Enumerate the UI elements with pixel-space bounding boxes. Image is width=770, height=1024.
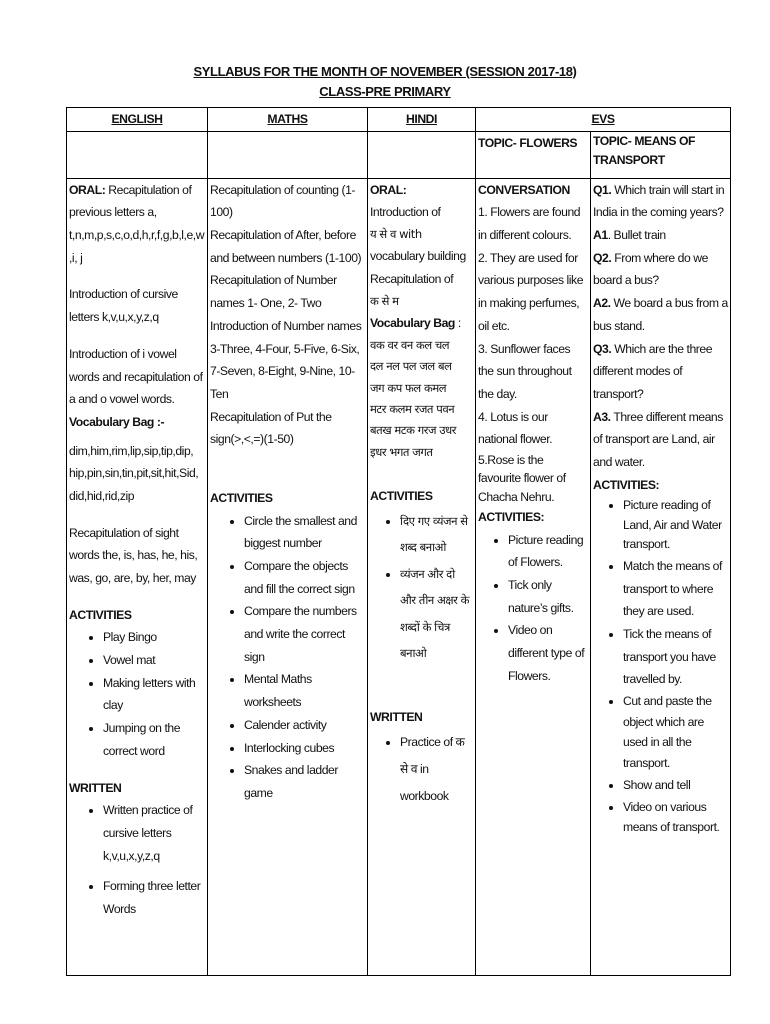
header-row — [67, 108, 731, 132]
hindi-vocab-line: मटर कलम रजत पवन — [370, 402, 455, 416]
list-item: • Tick the means of transport you have travelled by. — [623, 623, 728, 691]
english-activities-list — [69, 626, 205, 762]
evs-flowers-cell — [476, 178, 591, 975]
list-item: • Mental Maths worksheets — [244, 668, 365, 713]
hindi-oral-label: ORAL: — [370, 182, 407, 197]
list-item: • Video on different type of Flowers. — [508, 619, 588, 687]
english-vocab-label: Vocabulary Bag :- — [69, 414, 165, 429]
maths-header: MATHS — [208, 108, 368, 132]
question-label: Q1. — [593, 182, 612, 197]
list-item: • Jumping on the correct word — [103, 717, 205, 762]
hindi-recap-letters: क से म — [370, 293, 399, 308]
list-item: • Calender activity — [244, 714, 365, 737]
evs-flower-point: 3. Sunflower faces the sun throughout the day. — [478, 341, 572, 401]
answer-label: A3. — [593, 409, 611, 424]
list-item: • Tick only nature’s gifts. — [508, 574, 588, 619]
hindi-vocab-label: Vocabulary Bag — [370, 316, 455, 331]
syllabus-table — [66, 107, 731, 976]
list-item: • Picture reading of Land, Air and Water transport. — [623, 496, 728, 555]
evs-transport-cell — [591, 178, 731, 975]
maths-line: Recapitulation of Number names 1- One, 2- Two — [210, 273, 337, 311]
list-item: • Snakes and ladder game — [244, 759, 365, 804]
english-sight-words: Recapitulation of sight words the, is, has, he, his, was, go, are, by, her, may — [69, 525, 198, 585]
maths-activities-list — [210, 510, 365, 805]
answer-text: We board a bus from a bus stand. — [593, 296, 728, 333]
evs-flowers-activities-list — [478, 529, 588, 688]
hindi-cell — [368, 178, 476, 975]
list-item: • Match the means of transport to where they are used. — [623, 555, 728, 623]
evs-flower-point: 1. Flowers are found in different colours. — [478, 205, 581, 243]
maths-line: Recapitulation of Put the sign(>,<,=)(1-50) — [210, 409, 332, 447]
answer-text: Three different means of transport are Land, air and water. — [593, 409, 723, 469]
maths-line: Introduction of Number names 3-Three, 4-Four, 5-Five, 6-Six, 7-Seven, 8-Eight, 9-Nine, 10-Ten — [210, 318, 362, 401]
hindi-recap: Recapitulation of — [370, 272, 454, 287]
evs-transport-activities-label: ACTIVITIES: — [593, 477, 660, 492]
list-item: • Compare the objects and fill the correct sign — [244, 555, 365, 600]
question-label: Q2. — [593, 250, 612, 265]
list-item: • Cut and paste the object which are used in all the transport. — [623, 691, 728, 774]
hindi-vocab-colon: : — [454, 316, 461, 331]
list-item: • Video on various means of transport. — [623, 797, 728, 838]
hindi-activities-label: ACTIVITIES — [370, 489, 433, 504]
english-written-label: WRITTEN — [69, 780, 122, 795]
list-item: • Vowel mat — [103, 649, 205, 672]
evs-topic-flowers: TOPIC- FLOWERS — [476, 131, 591, 178]
english-vowel: Introduction of i vowel words and recapitulation of a and o vowel words. — [69, 346, 203, 407]
answer-label: A1 — [593, 228, 608, 243]
list-item: • व्यंजन और दो और तीन अक्षर के शब्दों के चित्र बनाओ — [400, 561, 473, 667]
english-oral-text: Recapitulation of previous letters a, t,n,m,p,s,c,o,d,h,r,f,g,b,l,e,w ,i, j — [69, 182, 205, 265]
evs-conversation-label: CONVERSATION — [478, 182, 570, 197]
hindi-intro: Introduction of — [370, 205, 441, 220]
evs-flower-point: 4. Lotus is our national flower. — [478, 409, 553, 447]
answer-label: A2. — [593, 296, 611, 311]
hindi-header: HINDI — [368, 108, 476, 132]
question-text: Which train will start in India in the coming years? — [593, 182, 725, 220]
class-heading: CLASS-PRE PRIMARY — [319, 84, 451, 99]
evs-flower-point: 5.Rose is the favourite flower of Chacha Nehru. — [478, 452, 566, 504]
hindi-activities-list — [370, 508, 473, 667]
hindi-vocab-building: vocabulary building — [370, 249, 466, 264]
hindi-vocab-line: जग कप फल कमल — [370, 380, 447, 395]
list-item: • Forming three letter Words — [103, 875, 205, 920]
content-row — [67, 178, 731, 975]
question-label: Q3. — [593, 341, 612, 356]
maths-line: Recapitulation of counting (1-100) — [210, 182, 356, 220]
topic-row — [67, 131, 731, 178]
list-item: • Written practice of cursive letters k,v,u,x,y,z,q — [103, 799, 205, 867]
english-cell — [67, 178, 208, 975]
english-activities-label: ACTIVITIES — [69, 607, 132, 622]
list-item: • Interlocking cubes — [244, 737, 365, 760]
english-cursive: Introduction of cursive letters k,v,u,x,y,z,q — [69, 287, 178, 325]
hindi-vocab-line: इधर भगत जगत — [370, 444, 433, 459]
list-item: • Practice of क से व in workbook — [400, 729, 473, 810]
syllabus-title: SYLLABUS FOR THE MONTH OF NOVEMBER (SESSION 2017-18) — [193, 64, 577, 79]
english-oral-label: ORAL: — [69, 182, 106, 197]
hindi-written-list — [370, 729, 473, 810]
hindi-letters: य से व with — [370, 227, 422, 242]
list-item: • Play Bingo — [103, 626, 205, 649]
list-item: • दिए गए व्यंजन से शब्द बनाओ — [400, 508, 473, 561]
hindi-written-label: WRITTEN — [370, 710, 423, 725]
evs-flower-point: 2. They are used for various purposes like in making perfumes, oil etc. — [478, 250, 584, 333]
evs-topic-transport: TOPIC- MEANS OF TRANSPORT — [591, 131, 731, 178]
evs-flowers-activities-label: ACTIVITIES: — [478, 509, 545, 524]
hindi-vocab-line: वक वर वन कल चल — [370, 337, 450, 352]
list-item: • Picture reading of Flowers. — [508, 529, 588, 574]
list-item: • Compare the numbers and write the correct sign — [244, 600, 365, 668]
list-item: • Circle the smallest and biggest number — [244, 510, 365, 555]
evs-header: EVS — [476, 108, 731, 132]
english-vocab-words: dim,him,rim,lip,sip,tip,dip, hip,pin,sin,tin,pit,sit,hit,Sid, did,hid,rid,zip — [69, 443, 199, 503]
english-header: ENGLISH — [67, 108, 208, 132]
maths-cell — [208, 178, 368, 975]
hindi-vocab-line: बतख मटक गरज उधर — [370, 423, 457, 438]
list-item: • Making letters with clay — [103, 672, 205, 717]
english-written-list — [69, 799, 205, 920]
hindi-vocab-line: दल नल पल जल बल — [370, 359, 452, 374]
maths-activities-label: ACTIVITIES — [210, 490, 273, 505]
list-item: • Show and tell — [623, 774, 728, 797]
question-text: From where do we board a bus? — [593, 250, 708, 288]
maths-line: Recapitulation of After, before and between numbers (1-100) — [210, 228, 362, 265]
question-text: Which are the three different modes of transport? — [593, 341, 713, 401]
answer-text: . Bullet train — [607, 228, 666, 243]
evs-transport-activities-list — [593, 496, 728, 838]
